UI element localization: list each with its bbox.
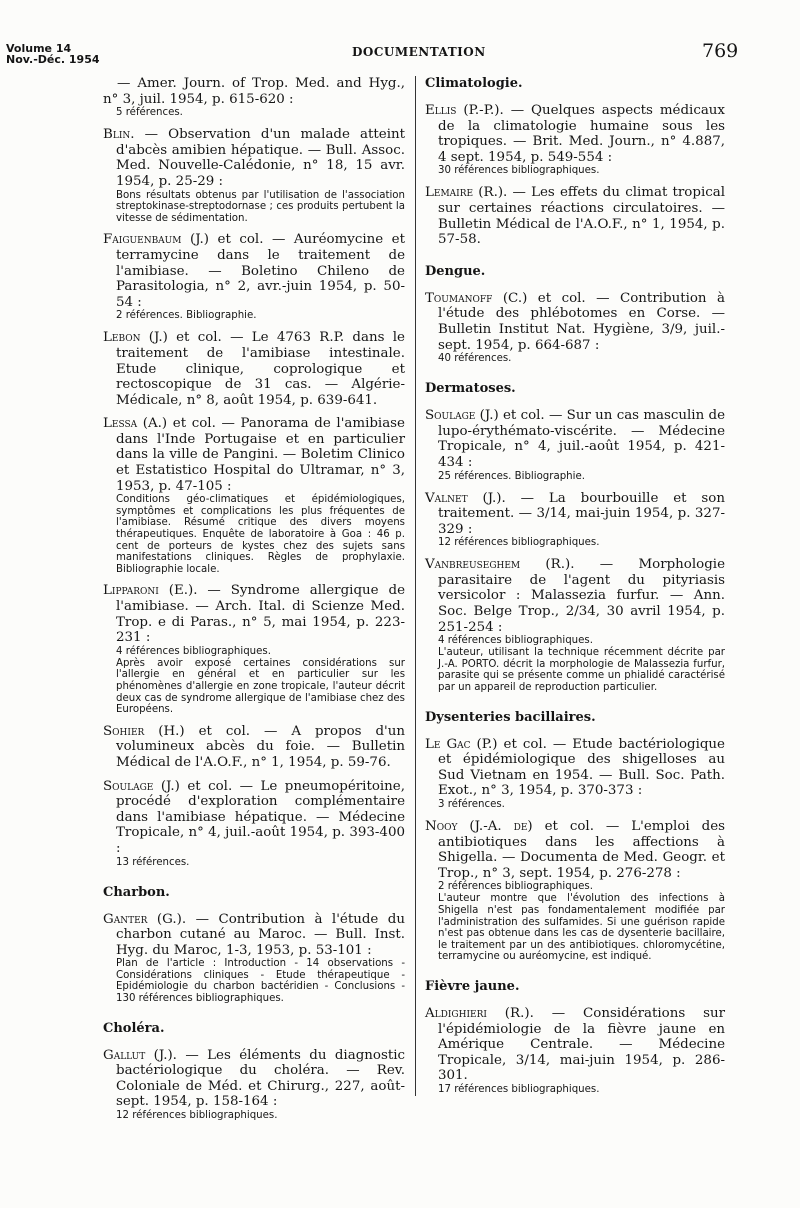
entry-citation: [425, 291, 725, 353]
entry-author: Lipparoni (E.).: [103, 583, 198, 599]
bibliography-entry: [103, 232, 405, 322]
page-number: 769: [702, 40, 739, 62]
entry-abstract: Plan de l'article : Introduction - 14 observations - Considérations cliniques - Etude thérapeutique - Epidémiologie du charbon bactéridien - Conclusions - 130 références bibliographiques.: [116, 958, 405, 1005]
entry-abstract: Bons résultats obtenus par l'utilisation de l'association streptokinase-streptodornase ; ces produits pertubent la vitesse de sédimentation.: [116, 189, 405, 224]
bibliography-entry: [103, 76, 405, 119]
entry-author: Aldighieri (R.).: [425, 1005, 534, 1021]
page-header: [0, 0, 800, 70]
entry-citation: [103, 330, 405, 408]
entry-text: et col. — Le pneumopéritoine, procédé d'exploration complémentaire dans l'amibiase hépatique. — Médecine Tropicale, n° 4, juil.-août 1954, p. 393-400 :: [116, 778, 405, 856]
entry-citation: [425, 557, 725, 635]
entry-text: et col. — Le 4763 R.P. dans le traitement de l'amibiase intestinale. Etude clinique, coprologique et rectoscopique de 31 cas. — Algérie-Médicale, n° 8, août 1954, p. 639-641.: [116, 330, 405, 408]
entry-text: et col. — L'emploi des antibiotiques dans les affections à Shigella. — Documenta de Med. Geogr. et Trop., n° 3, sept. 1954, p. 276-278 :: [438, 819, 726, 881]
entry-abstract: L'auteur montre que l'évolution des infections à Shigella n'est pas fondamentalement modifiée par l'administration des sulfamides. Si une guérison rapide n'est pas obtenue dans les cas de dysenterie bacillaire, le traitement par un des antibiotiques. chloromycétine, terramycine ou auréomycine, est indiqué.: [438, 893, 725, 963]
running-title: DOCUMENTATION: [352, 45, 486, 59]
section-heading: Charbon.: [103, 884, 170, 900]
entry-author: Lessa (A.): [103, 416, 168, 432]
entry-citation: [425, 408, 725, 470]
section-heading: Climatologie.: [425, 76, 523, 91]
entry-references: 40 références.: [438, 353, 512, 365]
entry-text: et col. — Contribution à l'étude des phlébotomes en Corse. — Bulletin Institut Nat. Hygiène, 3/9, juil.-sept. 1954, p. 664-687 :: [438, 290, 725, 353]
entry-citation: [103, 127, 405, 189]
entry-author: Vanbreuseghem (R.).: [425, 557, 575, 573]
entry-references: 5 références.: [116, 107, 183, 119]
bibliography-entry: [425, 1006, 725, 1096]
entry-text: — Morphologie parasitaire de l'agent du pityriasis versicolor : Malassezia furfur. — Ann. Soc. Belge Trop., 2/34, 30 avril 1954, p. 251-254 :: [438, 557, 725, 635]
bibliography-entry: [425, 737, 725, 811]
bibliography-entry: [425, 103, 725, 177]
entry-text: et col. — A propos d'un volumineux abcès du foie. — Bulletin Médical de l'A.O.F., n° 1, 1954, p. 59-76.: [116, 723, 405, 770]
entry-citation: [103, 76, 405, 107]
section-heading: Dengue.: [425, 263, 486, 279]
volume-info: [6, 43, 100, 65]
entry-text: — Les éléments du diagnostic bactériologique du choléra. — Rev. Coloniale de Méd. et Chirurg., 227, août-sept. 1954, p. 158-164 :: [116, 1047, 405, 1110]
entry-citation: [425, 737, 725, 799]
entry-citation: [103, 232, 405, 310]
entry-references: 2 références. Bibliographie.: [116, 310, 257, 322]
bibliography-entry: [103, 127, 405, 224]
bibliography-entry: [103, 583, 405, 715]
entry-references: 13 références.: [116, 856, 190, 868]
bibliography-entry: [103, 912, 405, 1005]
entry-references: 3 références.: [438, 799, 505, 810]
section-heading: Dysenteries bacillaires.: [425, 709, 596, 725]
entry-author: Blin.: [103, 127, 135, 143]
volume-label: Volume 14: [6, 42, 72, 55]
section-heading: Fièvre jaune.: [425, 978, 520, 994]
entry-text: et col. — Etude bactériologique et épidémiologique des shigelloses au Sud Vietnam en 1954. — Bull. Soc. Path. Exot., n° 3, 1954, p. 370-373 :: [438, 736, 725, 799]
entry-text: et col. — Sur un cas masculin de lupo-érythémato-viscérite. — Médecine Tropicale, n° 4, juil.-août 1954, p. 421-434 :: [438, 408, 725, 470]
entry-author: Sohier (H.): [103, 723, 185, 739]
entry-author: Soulage (J.): [425, 408, 499, 424]
bibliography-entry: [425, 491, 725, 550]
entry-abstract: L'auteur, utilisant la technique récemment décrite par J.-A. PORTO. décrit la morphologie de Malassezia furfur, parasite qui se présente comme un phialidé caractérisé par un appareil de reproduction particulier.: [438, 647, 725, 694]
entry-citation: [425, 491, 725, 538]
entry-author: Soulage (J.): [103, 778, 180, 794]
bibliography-entry: [425, 185, 725, 247]
bibliography-entry: [425, 291, 725, 365]
entry-references: 4 références bibliographiques.: [116, 645, 271, 657]
bibliography-entry: [103, 779, 405, 869]
entry-citation: [103, 1048, 405, 1110]
entry-references: 30 références bibliographiques.: [438, 165, 600, 177]
section-heading: Dermatoses.: [425, 381, 516, 397]
entry-references: 4 références bibliographiques.: [438, 635, 593, 647]
entry-references: 25 références. Bibliographie.: [438, 470, 585, 482]
entry-author: Nooy (J.-A. de): [425, 819, 533, 834]
left-column: [103, 76, 405, 1130]
entry-text: — Considérations sur l'épidémiologie de la fièvre jaune en Amérique Centrale. — Médecine Tropicale, 3/14, mai-juin 1954, p. 286-301.: [438, 1005, 726, 1084]
bibliography-entry: [425, 408, 725, 482]
entry-author: Lemaire (R.).: [425, 185, 508, 201]
bibliography-entry: [425, 819, 725, 963]
entry-text: — Contribution à l'étude du charbon cutané au Maroc. — Bull. Inst. Hyg. du Maroc, 1-3, 1953, p. 53-101 :: [116, 911, 405, 958]
entry-citation: [425, 185, 725, 247]
entry-citation: [425, 1006, 725, 1084]
entry-citation: [103, 416, 405, 494]
entry-abstract: Conditions géo-climatiques et épidémiologiques, symptômes et complications les plus fréquentes de l'amibiase. Résumé critique des divers moyens thérapeutiques. Enquête de laboratoire à Goa : 46 p. cent de porteurs de kystes chez des sujets sans manifestations cliniques. Règles de prophylaxie. Bibliographie locale.: [116, 494, 405, 575]
entry-references: 17 références bibliographiques.: [438, 1083, 600, 1095]
right-column: [425, 76, 725, 1104]
bibliography-entry: [425, 557, 725, 693]
entry-citation: [425, 819, 725, 881]
entry-author: Le Gac (P.): [425, 736, 498, 752]
bibliography-entry: [103, 724, 405, 771]
issue-date: Nov.-Déc. 1954: [6, 53, 100, 66]
entry-text: — Observation d'un malade atteint d'abcès amibien hépatique. — Bull. Assoc. Med. Nouvelle-Calédonie, n° 18, 15 avr. 1954, p. 25-29 :: [116, 127, 405, 189]
entry-citation: [103, 779, 405, 857]
entry-text: — Les effets du climat tropical sur certaines réactions circulatoires. — Bulletin Médical de l'A.O.F., n° 1, 1954, p. 57-58.: [438, 185, 725, 248]
entry-abstract: Après avoir exposé certaines considérations sur l'allergie en général et en particulier sur les phénomènes d'allergie en zone tropicale, l'auteur décrit deux cas de syndrome allergique de l'amibiase chez des Européens.: [116, 657, 405, 716]
bibliography-entry: [103, 1048, 405, 1122]
bibliography-entry: [103, 330, 405, 408]
entry-citation: [425, 103, 725, 165]
entry-references: 12 références bibliographiques.: [116, 1110, 278, 1122]
entry-author: Faiguenbaum (J.): [103, 232, 210, 248]
entry-author: Ellis (P.-P.).: [425, 103, 504, 118]
entry-text: — Syndrome allergique de l'amibiase. — Arch. Ital. di Scienze Med. Trop. e di Paras., n° 5, mai 1954, p. 223-231 :: [116, 583, 405, 646]
entry-author: Ganter (G.).: [103, 911, 187, 927]
entry-author: Lebon (J.): [103, 330, 168, 346]
entry-references: 2 références bibliographiques.: [438, 881, 593, 893]
entry-citation: [103, 583, 405, 645]
entry-author: Gallut (J.).: [103, 1047, 177, 1063]
entry-text: — Quelques aspects médicaux de la climatologie humaine sous les tropiques. — Brit. Med. Journ., n° 4.887, 4 sept. 1954, p. 549-554 :: [438, 103, 725, 165]
column-divider: [415, 76, 416, 1096]
entry-text: et col. — Auréomycine et terramycine dans le traitement de l'amibiase. — Boletino Chileno de Parasitologia, n° 2, avr.-juin 1954, p. 50-54 :: [116, 232, 405, 310]
entry-citation: [103, 724, 405, 771]
entry-text: et col. — Panorama de l'amibiase dans l'Inde Portugaise et en particulier dans la ville de Pangini. — Boletim Clinico et Estatistico Hospital do Ultramar, n° 3, 1953, p. 47-105 :: [116, 416, 405, 494]
entry-text: — Amer. Journ. of Trop. Med. and Hyg., n° 3, juil. 1954, p. 615-620 :: [103, 76, 405, 107]
entry-text: — La bourbouille et son traitement. — 3/14, mai-juin 1954, p. 327-329 :: [438, 490, 725, 537]
section-heading: Choléra.: [103, 1020, 165, 1036]
bibliography-entry: [103, 416, 405, 575]
entry-author: Toumanoff (C.): [425, 290, 528, 306]
entry-references: 12 références bibliographiques.: [438, 537, 600, 549]
entry-author: Valnet (J.).: [425, 490, 506, 506]
entry-citation: [103, 912, 405, 959]
